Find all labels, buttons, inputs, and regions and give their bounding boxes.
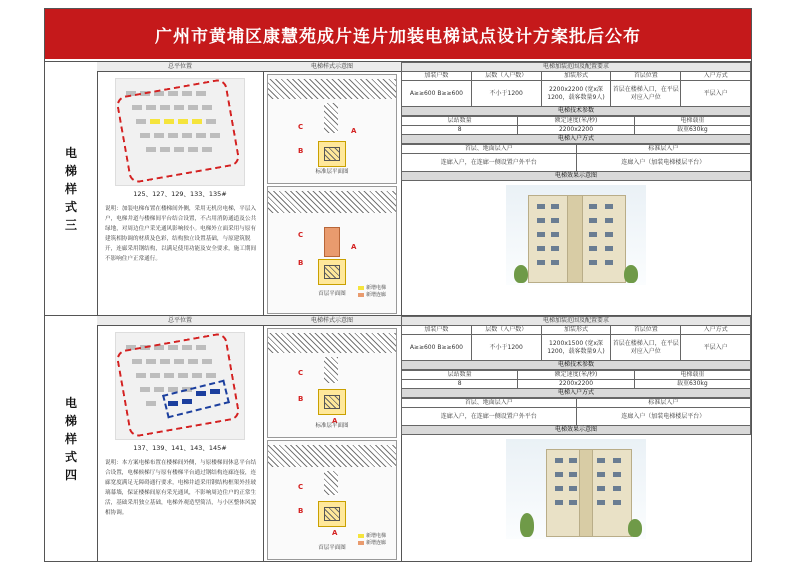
elevator-shaft <box>318 141 346 167</box>
building-rendering <box>506 439 646 539</box>
spec-title: 电梯技术参数 <box>401 107 751 116</box>
elevator-shaft <box>318 389 346 415</box>
ground-floor-plan: C B A 首层平面图 新增电梯 新增连廊 <box>267 440 397 560</box>
plan-caption: 首层平面图 <box>318 545 346 551</box>
params-table: 电梯加装范围及配置要求 加装户数 层数（入户数） 加装形式 首层位置 入户方式 A≥≥600 B≥≥600 不小于1200 2200x2200 (宽x深1200，载客数量9人) 首层在楼梯入口，在平层对应入户位 平层入户 <box>401 62 751 107</box>
section-style-3 <box>45 61 751 316</box>
plan-column <box>263 316 402 562</box>
plan-column <box>263 62 402 316</box>
column-head-plan: 电梯样式示意图 <box>263 316 401 326</box>
elevator-shaft <box>318 501 346 527</box>
section-style-4 <box>45 315 751 562</box>
access-table: 首层、地面层入户 标准层入户 连廊入户，在连廊一侧设置户外平台 连廊入户（加装电梯楼层平台） <box>401 398 751 426</box>
standard-floor-plan: C B A 标准层平面图 <box>267 74 397 184</box>
location-column <box>97 316 264 562</box>
ground-floor-plan: C B A 首层平面图 新增电梯 新增连廊 <box>267 186 397 314</box>
page-title: 广州市黄埔区康慧苑成片连片加装电梯试点设计方案批后公布 <box>45 9 751 59</box>
standard-floor-plan: C B A 标准层平面图 <box>267 328 397 438</box>
column-head-location: 总平位置 <box>97 316 263 326</box>
spec-table: 层站数量 额定速度(米/秒) 电梯载重 8 2200x2200 载重630kg <box>401 116 751 135</box>
plan-legend: 新增电梯 新增连廊 <box>358 285 386 299</box>
plan-caption: 标准层平面图 <box>315 423 349 429</box>
column-head-location: 总平位置 <box>97 62 263 72</box>
elevator-shaft <box>318 259 346 285</box>
params-column <box>401 62 751 316</box>
access-title: 电梯入户方式 <box>401 389 751 398</box>
unit-numbers: 125、127、129、133、135# <box>133 190 227 198</box>
access-title: 电梯入户方式 <box>401 135 751 144</box>
section-description: 说明：本方案电梯布置在楼梯间外侧，与原楼梯间休息平台结合设置，电梯候梯厅与原有楼梯平台通过钢结构连廊连接，连廊宽度满足无障碍通行要求，电梯井道采用钢结构框架外挂玻璃幕墙，保证楼梯间原有采光通风，不影响周边住户的正常生活，基础采用独立基础，电梯外观造型简洁，与小区整体风貌相协调。 <box>105 460 257 516</box>
photo-title: 电梯效果示意图 <box>401 172 751 181</box>
location-column <box>97 62 264 316</box>
section-label: 电 梯 样 式 四 <box>45 316 98 562</box>
corridor-link <box>324 227 340 257</box>
unit-numbers: 137、139、141、143、145# <box>133 444 227 452</box>
plan-legend: 新增电梯 新增连廊 <box>358 533 386 547</box>
spec-table: 层站数量 额定速度(米/秒) 电梯载重 8 2200x2200 载重630kg <box>401 370 751 389</box>
params-table: 电梯加装范围及配置要求 加装户数 层数（入户数） 加装形式 首层位置 入户方式 A≥≥600 B≥≥600 不小于1200 1200x1500 (宽x深1200，载客数量9人) 首层在楼梯入口，在平层对应入户位 平层入户 <box>401 316 751 361</box>
building-rendering <box>506 185 646 285</box>
site-plan-map <box>115 332 245 440</box>
params-column <box>401 316 751 562</box>
site-plan-map <box>115 78 245 186</box>
plan-caption: 首层平面图 <box>318 291 346 297</box>
photo-title: 电梯效果示意图 <box>401 426 751 435</box>
section-label: 电 梯 样 式 三 <box>45 62 98 316</box>
plan-caption: 标准层平面图 <box>315 169 349 175</box>
spec-title: 电梯技术参数 <box>401 361 751 370</box>
sheet <box>44 8 752 562</box>
column-head-plan: 电梯样式示意图 <box>263 62 401 72</box>
access-table: 首层、地面层入户 标准层入户 连廊入户，在连廊一侧设置户外平台 连廊入户（加装电梯楼层平台） <box>401 144 751 172</box>
section-description: 说明：加装电梯布置在楼梯间外侧，采用无机房电梯，平层入户，电梯井道与楼梯间平台结合设置，不占用消防通道及公共绿地，对周边住户采光通风影响较小。电梯外立面采用与原有建筑相协调的材质及色彩，结构独立设置基础，与原建筑脱开，连廊采用钢结构，以满足使用功能及安全要求，施工期间不影响住户正常通行。 <box>105 206 257 262</box>
